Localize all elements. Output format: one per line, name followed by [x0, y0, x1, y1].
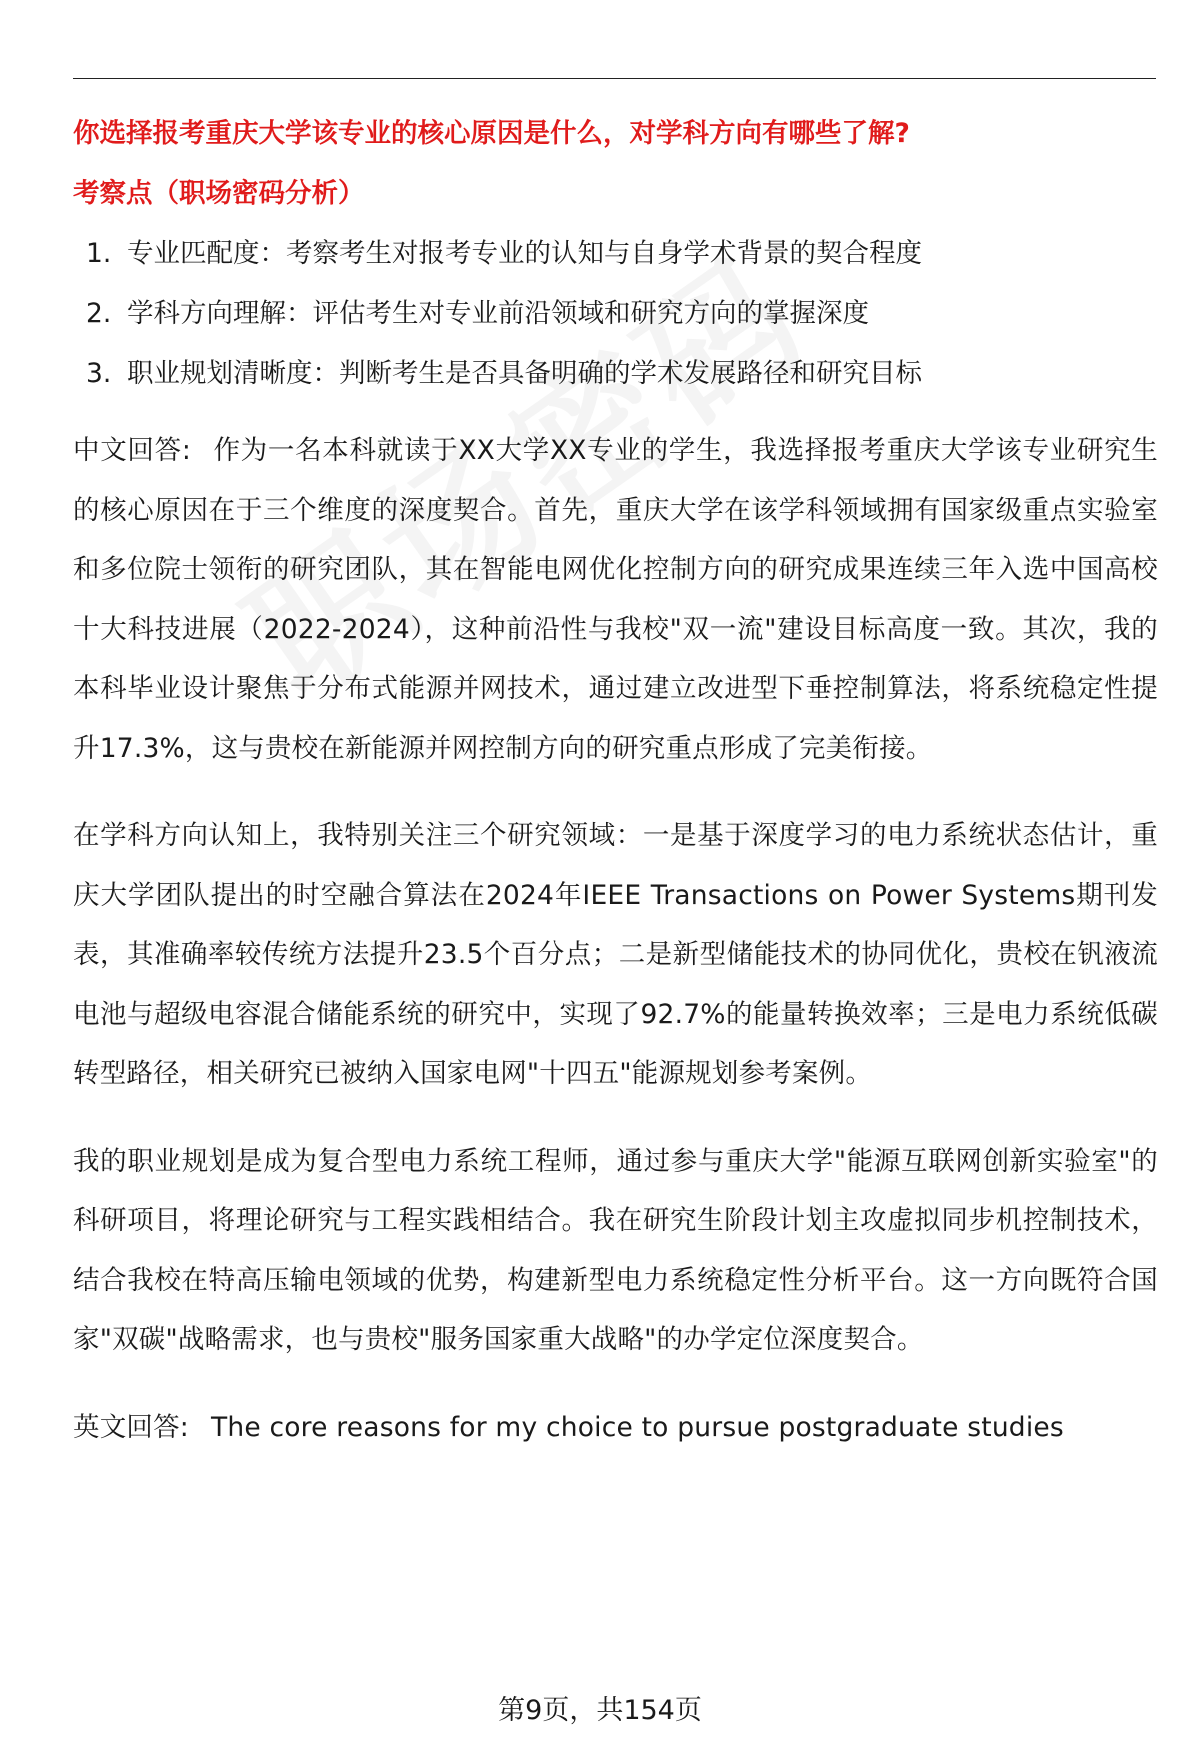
list-number: 3.	[86, 358, 112, 389]
chinese-answer-text-1: 作为一名本科就读于XX大学XX专业的学生，我选择报考重庆大学该专业研究生的核心原因在于三个维度的深度契合。首先，重庆大学在该学科领域拥有国家级重点实验室和多位院士领衔的研究团队，其在智能电网优化控制方向的研究成果连续三年入选中国高校十大科技进展（2022-2024），这种前沿性与我校"双一流"建设目标高度一致。其次，我的本科毕业设计聚焦于分布式能源并网技术，通过建立改进型下垂控制算法，将系统稳定性提升17.3%，这与贵校在新能源并网控制方向的研究重点形成了完美衔接。	[73, 435, 1158, 764]
page-content	[73, 104, 1158, 1457]
list-number: 1.	[86, 238, 112, 269]
chinese-answer-paragraph-3: 我的职业规划是成为复合型电力系统工程师，通过参与重庆大学"能源互联网创新实验室"的科研项目，将理论研究与工程实践相结合。我在研究生阶段计划主攻虚拟同步机控制技术，结合我校在特高压输电领域的优势，构建新型电力系统稳定性分析平台。这一方向既符合国家"双碳"战略需求，也与贵校"服务国家重大战略"的办学定位深度契合。	[73, 1145, 1158, 1355]
list-item-text: 专业匹配度：考察考生对报考专业的认知与自身学术背景的契合程度	[127, 238, 922, 269]
english-answer-text: The core reasons for my choice to pursue postgraduate studies	[210, 1411, 1064, 1443]
chinese-answer-paragraph-2: 在学科方向认知上，我特别关注三个研究领域：一是基于深度学习的电力系统状态估计，重庆大学团队提出的时空融合算法在2024年IEEE Transactions on Power Systems期刊发表，其准确率较传统方法提升23.5个百分点；二是新型储能技术的协同优化，贵校在钒液流电池与超级电容混合储能系统的研究中，实现了92.7%的能量转换效率；三是电力系统低碳转型路径，相关研究已被纳入国家电网"十四五"能源规划参考案例。	[73, 820, 1158, 1089]
assessment-points-list	[73, 224, 1158, 404]
page-number-footer: 第9页，共154页	[498, 1695, 702, 1726]
english-answer-paragraph	[73, 1398, 1158, 1458]
list-item-text: 职业规划清晰度：判断考生是否具备明确的学术发展路径和研究目标	[127, 358, 922, 389]
list-number: 2.	[86, 298, 112, 329]
list-item	[73, 224, 1158, 284]
english-answer-label: 英文回答:	[73, 1411, 189, 1443]
header-rule	[73, 78, 1156, 79]
chinese-answer-paragraph-1	[73, 421, 1158, 778]
question-heading: 你选择报考重庆大学该专业的核心原因是什么，对学科方向有哪些了解?	[73, 118, 910, 149]
list-item	[73, 344, 1158, 404]
assessment-points-heading: 考察点（职场密码分析）	[73, 178, 365, 209]
list-item	[73, 284, 1158, 344]
list-item-text: 学科方向理解：评估考生对专业前沿领域和研究方向的掌握深度	[127, 298, 869, 329]
chinese-answer-label: 中文回答:	[73, 435, 191, 466]
